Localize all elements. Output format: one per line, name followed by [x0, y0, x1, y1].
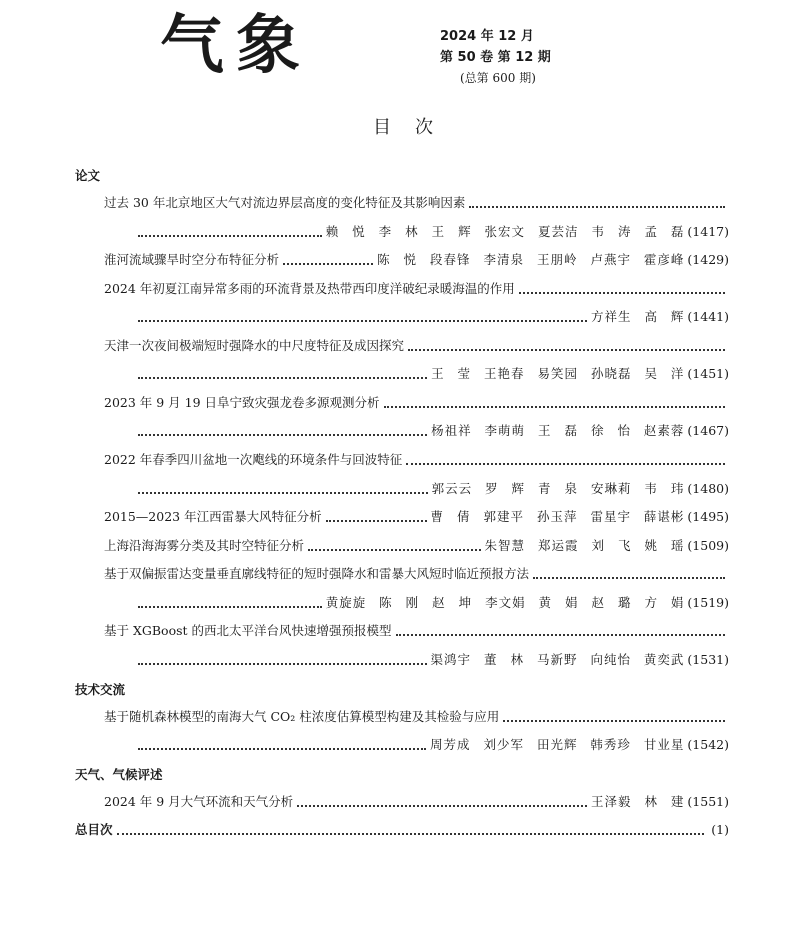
article-authors: 王 莹 王艳春 易笑园 孙晓磊 吴 洋	[431, 366, 685, 381]
annual-index-entry[interactable]	[75, 820, 729, 838]
dot-leader	[503, 702, 725, 722]
total-issue: (总第 600 期)	[460, 71, 536, 85]
dot-leader	[138, 588, 322, 608]
article-page[interactable]: (1429)	[687, 251, 729, 267]
toc-entry[interactable]	[104, 564, 729, 582]
article-page[interactable]: (1531)	[687, 651, 729, 667]
toc-entry[interactable]	[104, 536, 729, 554]
article-title[interactable]: 基于双偏振雷达变量垂直廓线特征的短时强降水和雷暴大风短时临近预报方法	[104, 566, 530, 581]
article-title[interactable]: 上海沿海海雾分类及其时空特征分析	[104, 538, 305, 553]
toc-entry[interactable]	[104, 507, 729, 525]
toc-entry[interactable]	[104, 336, 729, 354]
toc-entry[interactable]	[104, 707, 729, 725]
dot-leader	[138, 416, 427, 436]
dot-leader	[297, 787, 587, 807]
article-title[interactable]: 2024 年初夏江南异常多雨的环流背景及热带西印度洋破纪录暖海温的作用	[104, 281, 515, 296]
dot-leader	[283, 245, 373, 265]
dot-leader	[384, 388, 725, 408]
toc-entry[interactable]	[104, 393, 729, 411]
toc-entry[interactable]	[104, 193, 729, 211]
article-page[interactable]: (1451)	[687, 365, 729, 381]
toc-entry[interactable]	[104, 279, 729, 297]
article-authors: 陈 悦 段春锋 李清泉 王朋岭 卢燕宇 霍彦峰	[377, 252, 685, 267]
dot-leader	[138, 359, 427, 379]
toc-entry[interactable]	[104, 250, 729, 268]
toc-entry-continuation	[134, 479, 729, 497]
dot-leader	[138, 217, 322, 237]
article-title[interactable]: 2015—2023 年江西雷暴大风特征分析	[104, 509, 322, 524]
annual-index-title[interactable]: 总目次	[75, 822, 113, 837]
article-authors: 渠鸿宇 董 林 马新野 向纯怡 黄奕武	[430, 652, 685, 667]
article-title[interactable]: 天津一次夜间极端短时强降水的中尺度特征及成因探究	[104, 338, 405, 353]
article-page[interactable]: (1509)	[687, 537, 729, 553]
issue-date: 2024 年 12 月	[440, 29, 534, 44]
toc-entry-continuation	[134, 593, 729, 611]
section-heading: 论文	[75, 168, 101, 183]
dot-leader	[138, 645, 427, 665]
dot-leader	[519, 274, 725, 294]
dot-leader	[138, 730, 426, 750]
volume-issue: 第 50 卷 第 12 期	[440, 50, 551, 65]
article-page[interactable]: (1441)	[687, 308, 729, 324]
article-page[interactable]: (1467)	[687, 422, 729, 438]
article-authors: 朱智慧 郑运霞 刘 飞 姚 瑶	[484, 538, 685, 553]
article-authors: 黄旋旋 陈 刚 赵 坤 李文娟 黄 娟 赵 璐 方 娟	[325, 595, 685, 610]
dot-leader	[117, 815, 705, 835]
article-authors: 周芳成 刘少军 田光辉 韩秀珍 甘业星	[430, 737, 685, 752]
toc-entry-continuation	[134, 650, 729, 668]
article-title[interactable]: 基于随机森林模型的南海大气 CO₂ 柱浓度估算模型构建及其检验与应用	[104, 709, 500, 724]
article-authors: 曹 倩 郭建平 孙玉萍 雷星宇 薛谌彬	[430, 509, 685, 524]
article-title[interactable]: 2023 年 9 月 19 日阜宁致灾强龙卷多源观测分析	[104, 395, 380, 410]
toc-title: 目次	[373, 117, 457, 138]
article-page[interactable]: (1480)	[687, 480, 729, 496]
article-title[interactable]: 基于 XGBoost 的西北太平洋台风快速增强预报模型	[104, 623, 392, 638]
dot-leader	[138, 302, 587, 322]
article-title[interactable]: 2024 年 9 月大气环流和天气分析	[104, 794, 294, 809]
toc-entry[interactable]	[104, 792, 729, 810]
dot-leader	[138, 474, 428, 494]
article-title[interactable]: 过去 30 年北京地区大气对流边界层高度的变化特征及其影响因素	[104, 195, 466, 210]
article-authors: 赖 悦 李 林 王 辉 张宏文 夏芸洁 韦 涛 孟 磊	[325, 224, 685, 239]
dot-leader	[469, 188, 725, 208]
toc-entry-continuation	[134, 307, 729, 325]
annual-index-page[interactable]: (1)	[711, 821, 729, 837]
article-authors: 郭云云 罗 辉 青 泉 安琳莉 韦 玮	[431, 481, 685, 496]
dot-leader	[406, 445, 725, 465]
section-heading: 技术交流	[75, 682, 126, 697]
section-heading: 天气、气候评述	[75, 767, 163, 782]
dot-leader	[308, 531, 481, 551]
article-page[interactable]: (1495)	[687, 508, 729, 524]
journal-logo: 气象	[160, 8, 312, 83]
article-authors: 王泽毅 林 建	[590, 794, 685, 809]
toc-entry-continuation	[134, 735, 729, 753]
article-page[interactable]: (1519)	[687, 594, 729, 610]
dot-leader	[533, 559, 725, 579]
issue-info	[440, 26, 551, 89]
article-title[interactable]: 淮河流域骤旱时空分布特征分析	[104, 252, 280, 267]
dot-leader	[326, 502, 427, 522]
toc-entry-continuation	[134, 364, 729, 382]
toc-entry[interactable]	[104, 621, 729, 639]
toc-entry-continuation	[134, 222, 729, 240]
toc-entry[interactable]	[104, 450, 729, 468]
dot-leader	[396, 616, 725, 636]
article-page[interactable]: (1417)	[687, 223, 729, 239]
article-title[interactable]: 2022 年春季四川盆地一次飑线的环境条件与回波特征	[104, 452, 403, 467]
toc-entry-continuation	[134, 421, 729, 439]
article-page[interactable]: (1542)	[687, 736, 729, 752]
article-page[interactable]: (1551)	[687, 793, 729, 809]
dot-leader	[408, 331, 725, 351]
article-authors: 杨祖祥 李萌萌 王 磊 徐 怡 赵素蓉	[431, 423, 685, 438]
article-authors: 方祥生 高 辉	[590, 309, 685, 324]
